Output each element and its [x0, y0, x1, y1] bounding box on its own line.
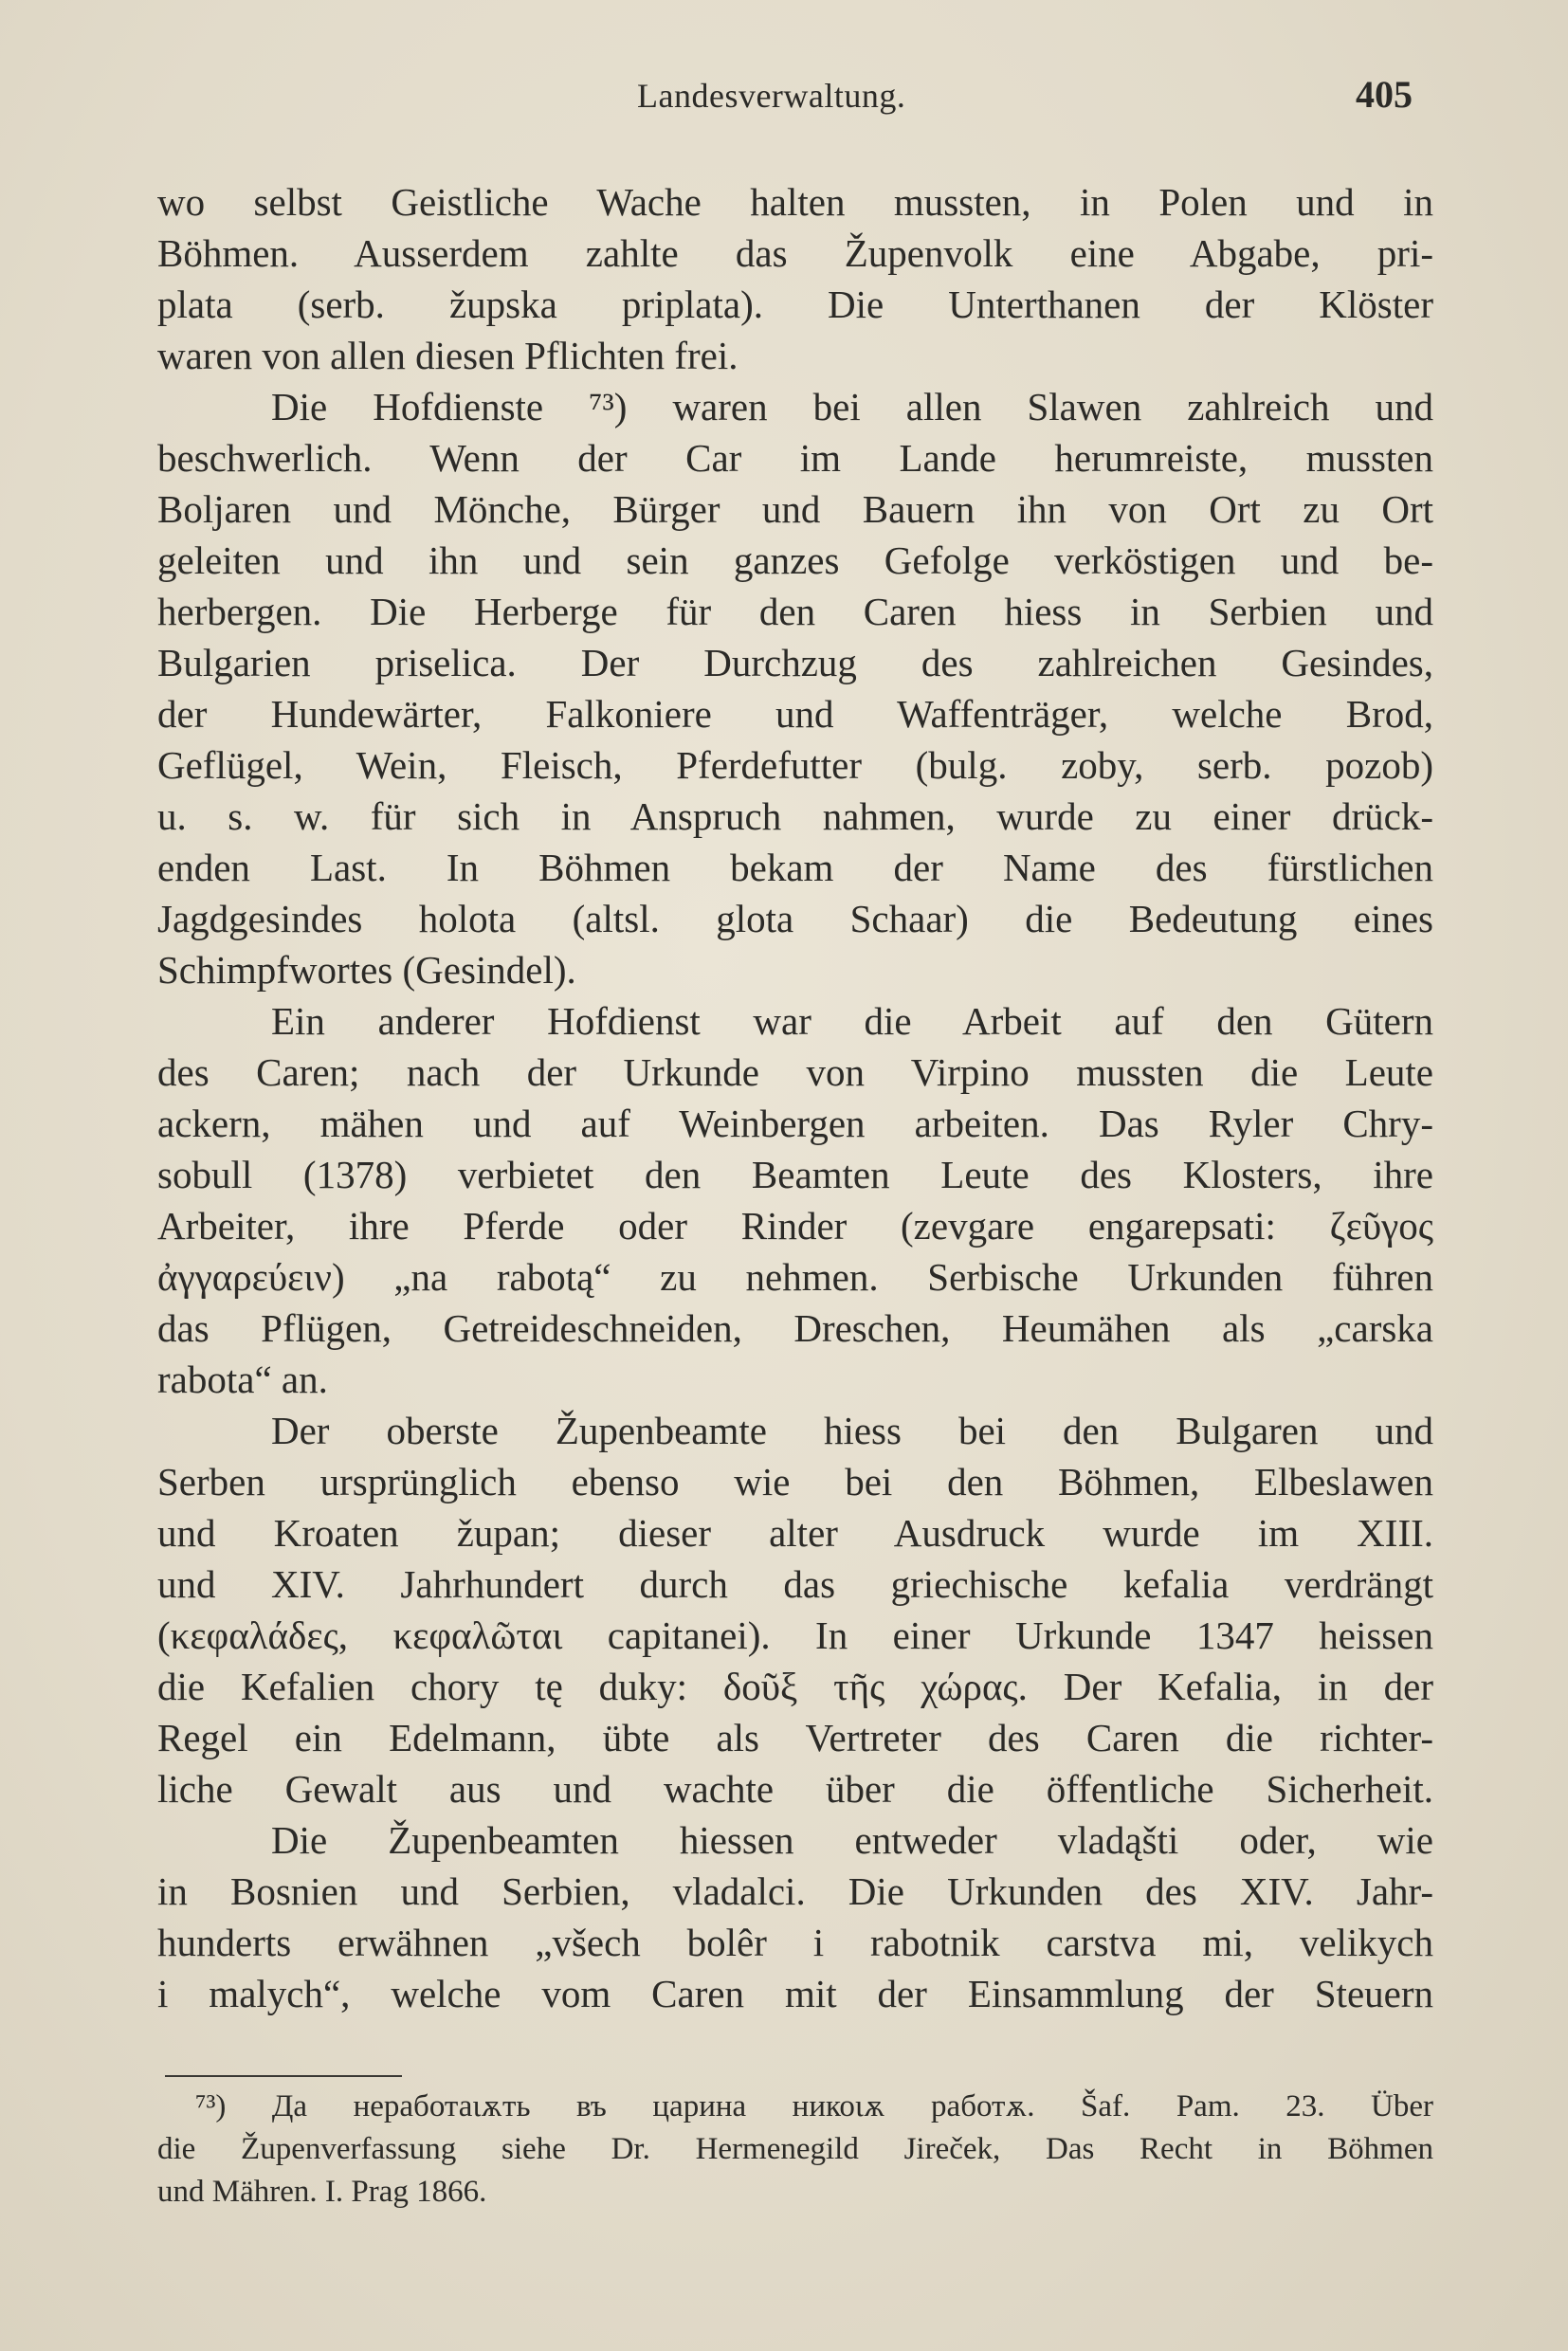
- text-line: herbergen. Die Herberge für den Caren hiess in Serbien und: [157, 590, 1433, 633]
- text-line: Der oberste Župenbeamte hiess bei den Bulgaren und: [271, 1409, 1433, 1452]
- text-line: Ein anderer Hofdienst war die Arbeit auf den Gütern: [271, 999, 1433, 1043]
- text-line: das Pflügen, Getreideschneiden, Dreschen, Heumähen als „carska: [157, 1306, 1433, 1350]
- text-line: i malych“, welche vom Caren mit der Einsammlung der Steuern: [157, 1972, 1433, 2015]
- text-line: geleiten und ihn und sein ganzes Gefolge verköstigen und be-: [157, 538, 1433, 582]
- text-line: und XIV. Jahrhundert durch das griechische kefalia verdrängt: [157, 1562, 1433, 1606]
- page-header: [0, 68, 1568, 125]
- text-line: sobull (1378) verbietet den Beamten Leute des Klosters, ihre: [157, 1153, 1433, 1196]
- footnotes: [157, 2086, 1433, 2214]
- text-line: Arbeiter, ihre Pferde oder Rinder (zevgare engarepsati: ζεῦγος: [157, 1204, 1433, 1248]
- text-line: Die Župenbeamten hiessen entweder vladąšti oder, wie: [271, 1818, 1433, 1862]
- text-line: liche Gewalt aus und wachte über die öffentliche Sicherheit.: [157, 1767, 1433, 1811]
- running-title: Landesverwaltung.: [637, 77, 906, 115]
- page-number: 405: [1356, 73, 1413, 116]
- text-line: Böhmen. Ausserdem zahlte das Župenvolk eine Abgabe, pri-: [157, 231, 1433, 275]
- body-text: [157, 176, 1433, 2019]
- text-line: und Kroaten župan; dieser alter Ausdruck wurde im XIII.: [157, 1511, 1433, 1555]
- text-line: Bulgarien priselica. Der Durchzug des zahlreichen Gesindes,: [157, 641, 1433, 684]
- text-line: Die Hofdienste ⁷³) waren bei allen Slawen zahlreich und: [271, 385, 1433, 428]
- text-line: ἀγγαρεύειν) „na rabotą“ zu nehmen. Serbische Urkunden führen: [157, 1255, 1433, 1299]
- text-line: der Hundewärter, Falkoniere und Waffenträger, welche Brod,: [157, 692, 1433, 736]
- text-line: enden Last. In Böhmen bekam der Name des fürstlichen: [157, 846, 1433, 889]
- text-line: u. s. w. für sich in Anspruch nahmen, wurde zu einer drück-: [157, 794, 1433, 838]
- text-line: beschwerlich. Wenn der Car im Lande herumreiste, mussten: [157, 436, 1433, 480]
- text-line: Boljaren und Mönche, Bürger und Bauern ihn von Ort zu Ort: [157, 487, 1433, 531]
- text-line: in Bosnien und Serbien, vladalci. Die Urkunden des XIV. Jahr-: [157, 1869, 1433, 1913]
- text-line: hunderts erwähnen „všech bolêr i rabotnik carstva mi, velikych: [157, 1921, 1433, 1964]
- text-line: Jagdgesindes holota (altsl. glota Schaar) die Bedeutung eines: [157, 897, 1433, 940]
- text-line: (κεφαλάδες, κεφαλῶται capitanei). In einer Urkunde 1347 heissen: [157, 1613, 1433, 1657]
- text-line: Geflügel, Wein, Fleisch, Pferdefutter (bulg. zoby, serb. pozob): [157, 743, 1433, 787]
- text-line: die Kefalien chory tę duky: δοῦξ τῆς χώρας. Der Kefalia, in der: [157, 1665, 1433, 1708]
- text-line: Schimpfwortes (Gesindel).: [157, 948, 576, 992]
- text-line: rabota“ an.: [157, 1358, 328, 1401]
- text-line: ackern, mähen und auf Weinbergen arbeiten. Das Ryler Chry-: [157, 1102, 1433, 1145]
- text-line: wo selbst Geistliche Wache halten mussten, in Polen und in: [157, 180, 1433, 224]
- text-line: des Caren; nach der Urkunde von Virpino mussten die Leute: [157, 1050, 1433, 1094]
- footnote-rule: [165, 2075, 402, 2077]
- footnote-line: die Župenverfassung siehe Dr. Hermenegild Jireček, Das Recht in Böhmen: [157, 2132, 1433, 2166]
- text-line: waren von allen diesen Pflichten frei.: [157, 334, 738, 377]
- text-line: Serben ursprünglich ebenso wie bei den Böhmen, Elbeslawen: [157, 1460, 1433, 1504]
- footnote-line: ⁷³) Да неработаιѫть въ царина никоιѫ работѫ. Šaf. Pam. 23. Über: [195, 2089, 1433, 2123]
- text-line: Regel ein Edelmann, übte als Vertreter des Caren die richter-: [157, 1716, 1433, 1759]
- text-line: plata (serb. župska priplata). Die Unterthanen der Klöster: [157, 282, 1433, 326]
- footnote-line: und Mähren. I. Prag 1866.: [157, 2175, 487, 2209]
